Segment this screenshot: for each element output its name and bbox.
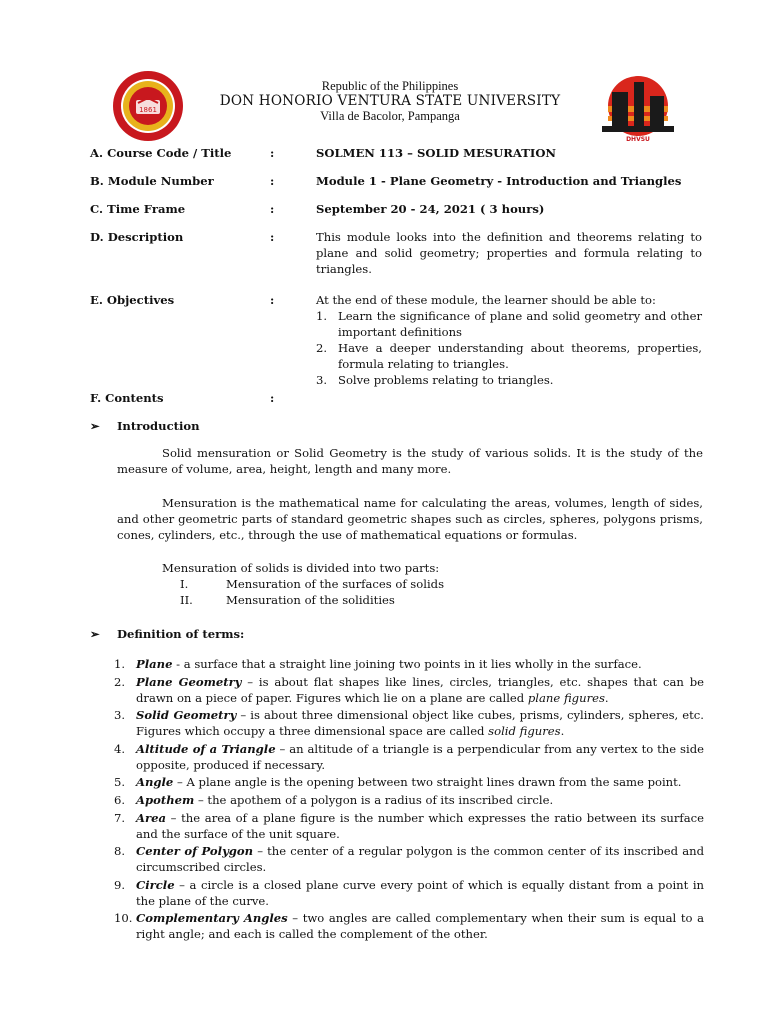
info-label: F. Contents xyxy=(90,391,164,405)
definitions-list xyxy=(114,656,704,944)
info-value: This module looks into the definition and theorems relating to plane and solid geometry; properties and formula relating to triangles. xyxy=(316,230,702,276)
arrow-bullet-icon: ➢ xyxy=(90,627,100,641)
intro-heading: ➢ Introduction xyxy=(90,419,200,433)
university-name: DON HONORIO VENTURA STATE UNIVERSITY xyxy=(219,93,561,109)
objectives-list xyxy=(316,308,702,388)
list-item: II. Mensuration of the solidities xyxy=(180,593,395,607)
logo-right-text: DHVSU xyxy=(626,136,650,143)
list-item: 1. Learn the significance of plane and solid geometry and other important definitions xyxy=(316,309,702,339)
list-item: 9. Circle – a circle is a closed plane curve every point of which is equally distant from a point in the plane of the curve. xyxy=(114,877,704,908)
list-item: 7. Area – the area of a plane figure is the number which expresses the ratio between its surface and the surface of the unit square. xyxy=(114,810,704,841)
republic-line: Republic of the Philippines xyxy=(321,79,459,93)
info-value: SOLMEN 113 – SOLID MESURATION xyxy=(316,146,557,160)
list-item: 1. Plane - a surface that a straight line joining two points in it lies wholly in the surface. xyxy=(114,657,642,671)
list-item: 3. Solve problems relating to triangles. xyxy=(316,373,554,387)
list-item: 3. Solid Geometry – is about three dimensional object like cubes, prisms, cylinders, spheres, etc. Figures which occupy a three dimensional space are called solid figures. xyxy=(114,708,704,739)
list-item: 5. Angle – A plane angle is the opening between two straight lines drawn from the same point. xyxy=(114,775,682,790)
list-item: 2. Have a deeper understanding about theorems, properties, formula relating to triangles. xyxy=(316,341,702,371)
list-item: 2. Plane Geometry – is about flat shapes like lines, circles, triangles, etc. shapes that can be drawn on a piece of paper. Figures which lie on a plane are called plane figures. xyxy=(114,674,704,705)
list-item: 10. Complementary Angles – two angles are called complementary when their sum is equal to a right angle; and each is called the complement of the other. xyxy=(114,911,704,942)
list-item: 6. Apothem – the apothem of a polygon is a radius of its inscribed circle. xyxy=(114,792,554,807)
arrow-bullet-icon: ➢ xyxy=(90,419,100,433)
info-label: B. Module Number xyxy=(90,174,214,188)
seal-year: 1861 xyxy=(139,106,157,114)
intro-paragraph-2: Mensuration is the mathematical name for calculating the areas, volumes, length of sides, and other geometric parts of standard geometric shapes such as circles, spheres, polygons prisms, cones, cylinders, etc., through the use of mathematical equations or formulas. xyxy=(117,496,703,542)
letterhead xyxy=(190,79,590,123)
info-label: E. Objectives xyxy=(90,293,175,307)
info-label: A. Course Code / Title xyxy=(90,146,232,160)
university-seal-logo xyxy=(112,70,184,142)
definitions-heading: ➢ Definition of terms: xyxy=(90,627,245,641)
info-value: September 20 - 24, 2021 ( 3 hours) xyxy=(316,202,545,216)
list-item: 4. Altitude of a Triangle – an altitude of a triangle is a perpendicular from any vertex to the side opposite, produced if necessary. xyxy=(114,741,704,772)
module-page: 1861 Republic of the Philippines DON HONORIO VENTURA STATE UNIVERSITY Villa de Bacolor, Pampanga DHVSU A. Course Code / Title : SOLMEN 113 – SOLID MESURATION B. Module Number : Module 1 - Plane Geometry - Introduction and Triangles C. Time Frame : September 20 - 24, 2021 ( 3 hours) D. Description : This module looks into the definition and theorems relating to plane and solid geometry; properties and formula relating to triangles. E. Objectives : At the end of these module, the learner should be able to: 1. Learn the significance of plane and solid geometry and other important definitions 2. Have a deeper understanding about theorems, properties, formula relating to triangles. 3. Solve problems relating to triangles. F. Contents : ➢ Introduction Solid mensuration or Solid Geometry is the study of various solids. It is the study of the measure of volume, area, height, length and many more. Mensuration is the mathematical name for calculating the areas, volumes, length of sides, and other geometric parts of standard geometric shapes such as circles, spheres, polygons prisms, cones, cylinders, etc., through the use of mathematical equations or formulas. Mensuration of solids is divided into two parts: I. Mensuration of the surfaces of solids II. Mensuration of the solidities ➢ Definition of terms: 1. Plane - a surface that a straight line joining two points in it lies wholly in the surface. 2. Plane Geometry – is about flat shapes like lines, circles, triangles, etc. shapes that can be drawn on a piece of paper. Figures which lie on a plane are called plane figures. 3. Solid Geometry – is about three dimensional object like cubes, prisms, cylinders, spheres, etc. Figures which occupy a three dimensional space are called solid figures. 4. Altitude of a Triangle – an altitude of a triangle is a perpendicular from any vertex to the side opposite, produced if necessary. 5. Angle – A plane angle is the opening between two straight lines drawn from the same point. 6. Apothem – the apothem of a polygon is a radius of its inscribed circle. 7. Area – the area of a plane figure is the number which expresses the ratio between its surface and the surface of the unit square. 8. Center of Polygon – the center of a regular polygon is the common center of its inscribed and circumscribed circles. 9. Circle – a circle is a closed plane curve every point of which is equally distant from a point in the plane of the curve. 10. Complementary Angles – two angles are called complementary when their sum is equal to a right angle; and each is called the complement of the other. xyxy=(0,0,768,1024)
info-label: D. Description xyxy=(90,230,184,244)
intro-paragraph-1: Solid mensuration or Solid Geometry is the study of various solids. It is the study of the measure of volume, area, height, length and many more. xyxy=(117,446,703,476)
list-item: I. Mensuration of the surfaces of solids xyxy=(180,577,445,591)
info-label: C. Time Frame xyxy=(90,202,186,216)
objectives-intro: At the end of these module, the learner should be able to: xyxy=(316,293,656,307)
dhvsu-tower-logo xyxy=(594,72,678,144)
objectives-block xyxy=(316,292,702,388)
intro-paragraph-3: Mensuration of solids is divided into two parts: xyxy=(162,561,440,575)
university-address: Villa de Bacolor, Pampanga xyxy=(320,109,460,123)
info-value: Module 1 - Plane Geometry - Introduction and Triangles xyxy=(316,174,682,188)
list-item: 8. Center of Polygon – the center of a regular polygon is the common center of its inscribed and circumscribed circles. xyxy=(114,844,704,875)
